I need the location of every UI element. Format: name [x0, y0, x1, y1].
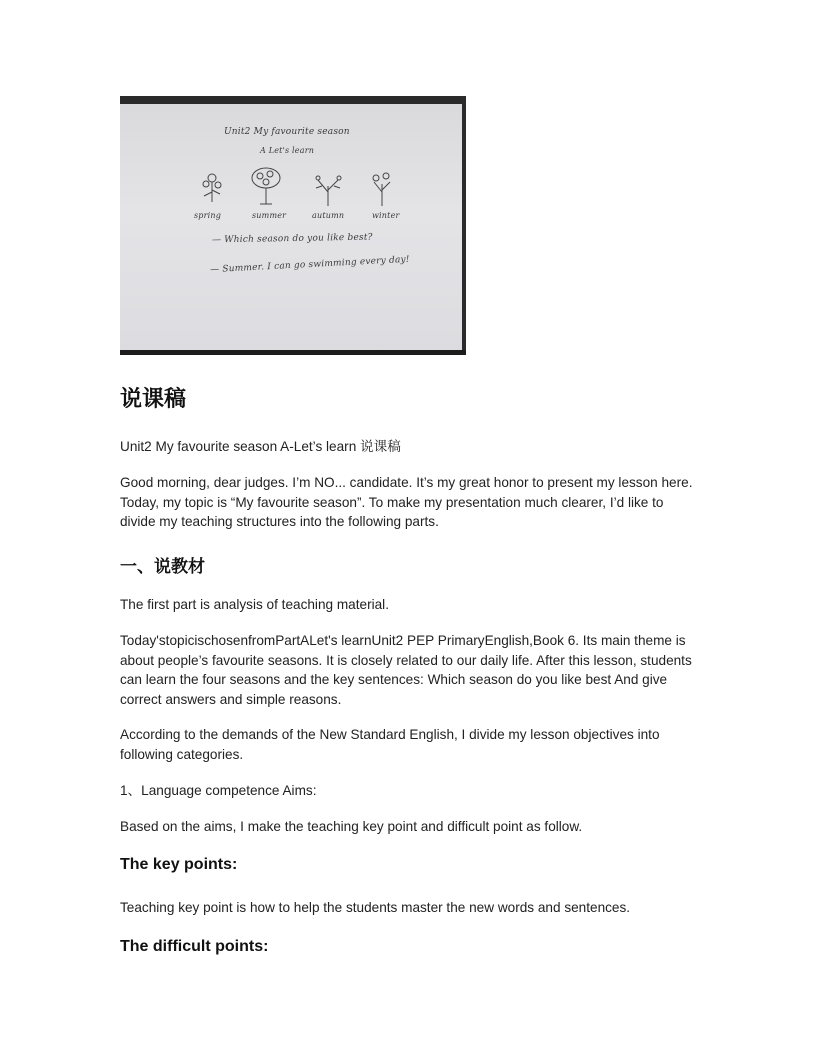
aims-paragraph: 1、Language competence Aims:: [120, 783, 317, 798]
key-point-paragraph: Teaching key point is how to help the students master the new words and sentences.: [120, 900, 631, 915]
season-label-spring: spring: [194, 211, 222, 220]
intro-paragraph: Unit2 My favourite season A-Let’s learn 说课稿: [120, 439, 401, 454]
photo-subtitle-text: A Let's learn: [260, 146, 315, 155]
photo-answer-text: — Summer. I can go swimming every day!: [209, 254, 410, 276]
winter-drawing-icon: [373, 173, 390, 206]
difficult-points-heading: The difficult points:: [120, 938, 269, 955]
season-label-summer: summer: [252, 211, 287, 220]
topic-paragraph: Today'stopicischosenfromPartALet's learnUnit2 PEP PrimaryEnglish,Book 6. Its main theme is about people’s favourite seasons. It is closely related to our daily life. After this lesson, students can learn the four seasons and the key sentences: Which season do you like best And give correct answers and simple reasons.: [120, 633, 692, 707]
key-points-heading: The key points:: [120, 856, 238, 873]
summer-drawing-icon: [252, 168, 280, 204]
season-label-autumn: autumn: [312, 211, 345, 220]
season-label-winter: winter: [372, 211, 400, 220]
photo-title-text: Unit2 My favourite season: [224, 127, 350, 137]
demands-paragraph: According to the demands of the New Standard English, I divide my lesson objectives into following categories.: [120, 727, 660, 762]
autumn-drawing-icon: [316, 176, 341, 206]
spring-drawing-icon: [203, 174, 221, 202]
greeting-paragraph: Good morning, dear judges. I’m NO... candidate. It’s my great honor to present my lesson here. Today, my topic is “My favourite season”. To make my presentation much clearer, I’d like to divide my teaching structures into the following parts.: [120, 475, 693, 529]
lesson-board-photo: [120, 96, 466, 355]
section-title-textbook: 一、说教材: [120, 557, 205, 577]
first-part-paragraph: The first part is analysis of teaching material.: [120, 597, 389, 612]
photo-question-text: — Which season do you like best?: [211, 232, 373, 246]
based-on-aims-paragraph: Based on the aims, I make the teaching key point and difficult point as follow.: [120, 819, 583, 834]
page-title: 说课稿: [120, 387, 187, 412]
